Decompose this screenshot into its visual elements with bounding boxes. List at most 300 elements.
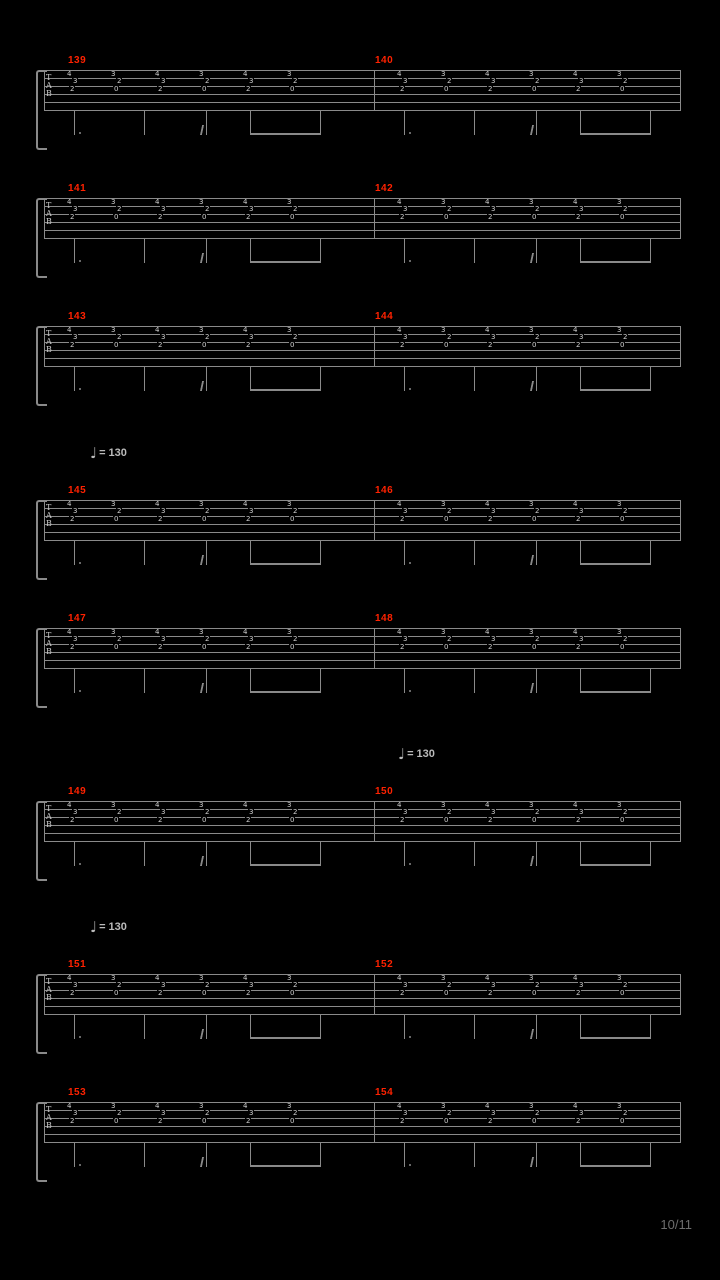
tab-clef-letter: A [46,337,52,346]
note-stem [404,239,405,263]
fret-number: 3 [617,500,622,508]
fret-number: 4 [485,1102,490,1110]
fret-number: 3 [617,70,622,78]
fret-number: 0 [444,515,449,523]
augmentation-dot [79,260,81,262]
tab-clef [46,1106,58,1130]
tempo-value: = 130 [99,921,127,933]
fret-number: 2 [488,341,493,349]
fret-number: 0 [444,989,449,997]
eighth-flag-icon [200,856,210,866]
beam [250,389,321,391]
augmentation-dot [79,1036,81,1038]
fret-number: 2 [70,515,75,523]
tab-clef-letter: T [46,73,52,82]
tab-staff [44,628,681,672]
fret-number: 4 [573,326,578,334]
fret-number: 3 [529,801,534,809]
fret-number: 2 [205,205,210,213]
note-stem [580,367,581,391]
fret-number: 4 [67,326,72,334]
fret-number: 2 [535,507,540,515]
staff-line [44,817,681,818]
fret-number: 0 [290,515,295,523]
fret-number: 2 [293,205,298,213]
tab-staff [44,326,681,370]
fret-number: 4 [485,500,490,508]
note-stem [650,1143,651,1167]
fret-number: 0 [620,85,625,93]
fret-number: 2 [400,85,405,93]
eighth-flag-icon [200,1029,210,1039]
fret-number: 4 [397,801,402,809]
tab-clef-letter: B [46,345,52,354]
staff-line [44,342,681,343]
eighth-flag-icon [530,1029,540,1039]
tab-clef-letter: T [46,631,52,640]
fret-number: 3 [199,326,204,334]
note-stem [474,239,475,263]
eighth-flag-icon [200,555,210,565]
staff-line [44,102,681,103]
fret-number: 2 [70,1117,75,1125]
note-stem [474,669,475,693]
fret-number: 3 [161,808,166,816]
barline [44,326,45,367]
fret-number: 4 [573,974,578,982]
fret-number: 0 [202,515,207,523]
fret-number: 2 [488,643,493,651]
fret-number: 3 [579,507,584,515]
fret-number: 2 [246,85,251,93]
fret-number: 2 [117,333,122,341]
barline [44,974,45,1015]
fret-number: 3 [287,628,292,636]
fret-number: 4 [397,1102,402,1110]
fret-number: 2 [488,515,493,523]
fret-number: 3 [491,77,496,85]
measure-number: 148 [375,613,394,624]
staff-line [44,990,681,991]
staff-line [44,70,681,71]
barline [44,70,45,111]
staff-line [44,524,681,525]
augmentation-dot [79,1164,81,1166]
measure-number: 144 [375,311,394,322]
fret-number: 3 [249,205,254,213]
note-stem [580,239,581,263]
fret-number: 4 [155,500,160,508]
fret-number: 2 [535,808,540,816]
fret-number: 4 [397,974,402,982]
tab-clef [46,805,58,829]
barline [44,198,45,239]
beam [580,864,651,866]
note-stem [320,111,321,135]
fret-number: 4 [485,801,490,809]
fret-number: 2 [488,85,493,93]
fret-number: 2 [623,333,628,341]
fret-number: 0 [532,643,537,651]
note-stem [404,541,405,565]
fret-number: 2 [400,1117,405,1125]
fret-number: 3 [441,801,446,809]
fret-number: 3 [249,635,254,643]
fret-number: 3 [491,507,496,515]
fret-number: 4 [243,1102,248,1110]
staff-line [44,532,681,533]
fret-number: 3 [161,333,166,341]
fret-number: 2 [535,205,540,213]
augmentation-dot [409,863,411,865]
measure-number: 139 [68,55,87,66]
fret-number: 3 [111,326,116,334]
beam [250,1037,321,1039]
barline [680,974,681,1015]
fret-number: 3 [199,1102,204,1110]
fret-number: 3 [617,198,622,206]
note-stem [320,1143,321,1167]
barline [44,1102,45,1143]
note-stem [320,842,321,866]
quarter-note-icon: ♩ [90,918,98,936]
note-stem [404,367,405,391]
fret-number: 0 [114,989,119,997]
note-stem [474,541,475,565]
fret-number: 4 [573,801,578,809]
fret-number: 3 [579,333,584,341]
note-stem [650,669,651,693]
fret-number: 4 [243,974,248,982]
fret-number: 2 [205,507,210,515]
fret-number: 4 [155,801,160,809]
barline [680,500,681,541]
fret-number: 2 [576,213,581,221]
fret-number: 2 [205,1109,210,1117]
fret-number: 0 [532,989,537,997]
fret-number: 4 [397,628,402,636]
tab-staff [44,70,681,114]
beam [250,563,321,565]
fret-number: 2 [488,989,493,997]
fret-number: 2 [447,981,452,989]
page-number: 10/11 [660,1217,692,1232]
note-stem [650,842,651,866]
fret-number: 3 [249,808,254,816]
fret-number: 2 [246,989,251,997]
fret-number: 2 [246,1117,251,1125]
augmentation-dot [409,132,411,134]
beam [580,563,651,565]
fret-number: 2 [623,1109,628,1117]
fret-number: 2 [158,213,163,221]
fret-number: 0 [202,85,207,93]
beam [580,133,651,135]
measure-number: 142 [375,183,394,194]
tab-clef-letter: A [46,511,52,520]
fret-number: 0 [202,816,207,824]
fret-number: 4 [243,500,248,508]
tempo-marking [398,745,435,763]
eighth-flag-icon [200,683,210,693]
barline [680,801,681,842]
fret-number: 0 [202,643,207,651]
fret-number: 3 [491,205,496,213]
beam [580,389,651,391]
note-stem [250,669,251,693]
note-stem [474,1143,475,1167]
fret-number: 3 [491,1109,496,1117]
note-stem [320,1015,321,1039]
fret-number: 4 [155,198,160,206]
tempo-value: = 130 [407,748,435,760]
fret-number: 4 [485,974,490,982]
note-stem [74,1015,75,1039]
rhythm-notation [44,541,681,565]
eighth-flag-icon [200,381,210,391]
tab-staff [44,198,681,242]
fret-number: 3 [111,70,116,78]
staff-line [44,350,681,351]
fret-number: 3 [161,981,166,989]
note-stem [474,111,475,135]
fret-number: 3 [287,974,292,982]
staff-line [44,974,681,975]
note-stem [650,1015,651,1039]
tab-staff [44,1102,681,1146]
rhythm-notation [44,111,681,135]
fret-number: 4 [397,326,402,334]
fret-number: 3 [529,70,534,78]
fret-number: 3 [249,981,254,989]
fret-number: 3 [111,1102,116,1110]
fret-number: 0 [290,341,295,349]
fret-number: 2 [535,1109,540,1117]
fret-number: 2 [117,981,122,989]
fret-number: 3 [579,205,584,213]
fret-number: 2 [205,808,210,816]
note-stem [404,842,405,866]
fret-number: 3 [403,507,408,515]
fret-number: 4 [67,1102,72,1110]
fret-number: 2 [447,1109,452,1117]
fret-number: 4 [397,500,402,508]
fret-number: 3 [529,974,534,982]
fret-number: 3 [441,1102,446,1110]
eighth-flag-icon [530,381,540,391]
measure-number: 143 [68,311,87,322]
fret-number: 3 [441,500,446,508]
fret-number: 2 [400,816,405,824]
fret-number: 0 [444,643,449,651]
fret-number: 2 [70,341,75,349]
fret-number: 3 [579,77,584,85]
measure-number: 151 [68,959,87,970]
fret-number: 2 [117,77,122,85]
fret-number: 3 [161,635,166,643]
fret-number: 0 [114,213,119,221]
fret-number: 3 [529,628,534,636]
fret-number: 2 [488,816,493,824]
note-stem [320,541,321,565]
fret-number: 3 [617,1102,622,1110]
measure-number: 152 [375,959,394,970]
barline [374,326,375,367]
tab-clef [46,978,58,1002]
rhythm-notation [44,239,681,263]
augmentation-dot [409,260,411,262]
fret-number: 3 [491,981,496,989]
fret-number: 3 [249,1109,254,1117]
fret-number: 2 [488,213,493,221]
eighth-flag-icon [200,1157,210,1167]
fret-number: 3 [73,205,78,213]
fret-number: 3 [529,326,534,334]
beam [250,864,321,866]
fret-number: 0 [290,1117,295,1125]
tab-clef-letter: A [46,209,52,218]
fret-number: 2 [447,507,452,515]
fret-number: 2 [447,77,452,85]
fret-number: 3 [287,500,292,508]
fret-number: 2 [623,808,628,816]
fret-number: 3 [111,974,116,982]
eighth-flag-icon [530,125,540,135]
staff-line [44,644,681,645]
note-stem [250,239,251,263]
fret-number: 0 [290,213,295,221]
fret-number: 2 [158,816,163,824]
fret-number: 3 [441,326,446,334]
fret-number: 4 [573,500,578,508]
fret-number: 2 [623,77,628,85]
fret-number: 2 [158,85,163,93]
fret-number: 0 [620,989,625,997]
fret-number: 0 [444,816,449,824]
fret-number: 0 [290,643,295,651]
fret-number: 0 [202,341,207,349]
staff-line [44,326,681,327]
note-stem [74,1143,75,1167]
fret-number: 2 [535,635,540,643]
fret-number: 2 [205,333,210,341]
fret-number: 2 [246,341,251,349]
note-stem [404,1015,405,1039]
augmentation-dot [79,132,81,134]
fret-number: 4 [573,1102,578,1110]
augmentation-dot [409,388,411,390]
fret-number: 2 [447,635,452,643]
fret-number: 2 [117,205,122,213]
note-stem [250,842,251,866]
barline [374,70,375,111]
fret-number: 3 [249,77,254,85]
note-stem [580,1143,581,1167]
tab-clef-letter: B [46,519,52,528]
fret-number: 4 [67,500,72,508]
augmentation-dot [409,562,411,564]
augmentation-dot [409,1036,411,1038]
tab-clef-letter: B [46,993,52,1002]
fret-number: 4 [155,974,160,982]
staff-line [44,214,681,215]
fret-number: 2 [400,515,405,523]
tab-clef-letter: B [46,89,52,98]
note-stem [250,111,251,135]
fret-number: 3 [73,333,78,341]
fret-number: 2 [623,981,628,989]
fret-number: 0 [620,816,625,824]
fret-number: 0 [114,515,119,523]
fret-number: 4 [485,198,490,206]
fret-number: 3 [111,801,116,809]
fret-number: 0 [114,816,119,824]
fret-number: 3 [491,635,496,643]
eighth-flag-icon [530,555,540,565]
fret-number: 0 [290,989,295,997]
tab-clef-letter: B [46,820,52,829]
fret-number: 2 [576,816,581,824]
fret-number: 3 [249,333,254,341]
augmentation-dot [79,388,81,390]
fret-number: 3 [287,70,292,78]
tab-clef-letter: T [46,1105,52,1114]
staff-line [44,825,681,826]
fret-number: 2 [158,643,163,651]
fret-number: 3 [441,198,446,206]
tab-clef-letter: T [46,503,52,512]
tab-clef-letter: A [46,81,52,90]
note-stem [320,239,321,263]
staff-line [44,94,681,95]
eighth-flag-icon [530,856,540,866]
beam [580,261,651,263]
staff-line [44,982,681,983]
staff-line [44,833,681,834]
fret-number: 0 [114,643,119,651]
fret-number: 2 [400,341,405,349]
fret-number: 3 [249,507,254,515]
tempo-marking [90,918,127,936]
fret-number: 2 [400,643,405,651]
fret-number: 3 [199,628,204,636]
fret-number: 2 [293,1109,298,1117]
tab-clef-letter: T [46,804,52,813]
note-stem [250,541,251,565]
fret-number: 2 [158,989,163,997]
note-stem [580,541,581,565]
fret-number: 2 [623,507,628,515]
fret-number: 3 [617,801,622,809]
tab-staff [44,500,681,544]
fret-number: 2 [205,981,210,989]
fret-number: 2 [535,981,540,989]
fret-number: 0 [114,1117,119,1125]
tab-clef-letter: B [46,217,52,226]
fret-number: 3 [529,500,534,508]
fret-number: 3 [529,1102,534,1110]
fret-number: 2 [158,341,163,349]
fret-number: 3 [161,1109,166,1117]
note-stem [580,669,581,693]
fret-number: 4 [243,628,248,636]
fret-number: 0 [114,341,119,349]
note-stem [404,669,405,693]
note-stem [74,239,75,263]
fret-number: 3 [287,198,292,206]
staff-line [44,500,681,501]
fret-number: 3 [403,808,408,816]
